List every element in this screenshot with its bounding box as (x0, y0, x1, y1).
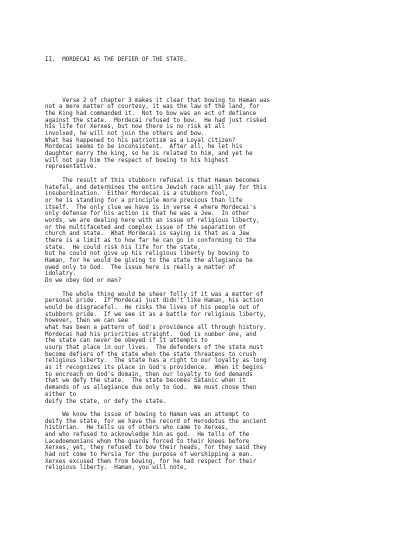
text-line: deify the state, or defy the state. (45, 398, 167, 405)
text-line: however, then we can see (45, 318, 129, 325)
text-line: Xerxes, yet, they refused to bow their heads, for they said they (45, 445, 267, 452)
text-line: Mordecai seems to be inconsistent. After all, he let his (45, 144, 243, 151)
text-line: words, we are dealing here with an issue of religious liberty, (45, 217, 260, 224)
text-line: and who refused to acknowledge him as god. He tells of the (45, 431, 250, 438)
text-line: or he is standing for a principle more precious than life (45, 197, 243, 204)
text-line: church and state. What Mordecai is saying is that as a Jew (45, 231, 250, 238)
text-line: had not come to Persia for the purpose of worshipping a man. (45, 452, 253, 459)
text-line: only defense for his action is that he was a Jew. In other (45, 211, 250, 218)
text-line: there is a limit as to how far he can go in conforming to the (45, 238, 257, 245)
text-line: We know the issue of bowing to Haman was an attempt to (45, 411, 250, 418)
text-line: Haman, for he would be giving to the state the allegiance he (45, 258, 253, 265)
text-line: not a mere matter of courtesy, it was the law of the land, for (45, 104, 260, 111)
text-line: deify the state, for we have the record of Herodotus the ancient (45, 418, 267, 425)
text-line: representative. (45, 164, 97, 171)
text-line: idolatry. (45, 271, 77, 278)
text-line: usurp that place in our lives. The defenders of the state must (45, 345, 264, 352)
text-line: Lacedoemonians whom the guards forced to their knees before (45, 438, 250, 445)
text-line: his life for Xerxes, but now there is no risk at all (45, 124, 226, 131)
text-line: the King had commanded it. Not to bow was an act of defiance (45, 110, 257, 117)
text-line: insubordination. Either Mordecai is a stubborn fool, (45, 191, 229, 198)
text-line: hateful, and determines the entire Jewish race will pay for this (45, 184, 267, 191)
text-line: will not pay him the respect of bowing to his highest (45, 157, 229, 164)
text-line: Xerxes excused them from bowing, for he had respect for their (45, 458, 257, 465)
text-line: historian. He tells us of others who came to Xerxes, (45, 425, 229, 432)
text-line: Do we obey God or man? (45, 278, 122, 285)
text-line: daughter marry the king, so he is related to him, and yet he (45, 151, 253, 158)
paragraph (45, 292, 415, 406)
text-line: but he could not give up his religious liberty by bowing to (45, 251, 250, 258)
blank-line (45, 171, 415, 178)
blank-line (45, 405, 415, 412)
text-line: The result of this stubborn refusal is that Haman becomes (45, 177, 260, 184)
text-line: The whole thing would be sheer folly if it was a matter of (45, 291, 264, 298)
text-line: Verse 2 of chapter 3 makes it clear that bowing to Haman was (45, 97, 271, 104)
text-line: what has been a pattern of God's providence all through history. (45, 324, 267, 331)
paragraph (45, 412, 415, 472)
text-line: involved, he will not join the others and bow. (45, 131, 205, 138)
section-heading: II. MORDECAI AS THE DEFIER OF THE STATE. (45, 57, 187, 64)
text-line: that we defy the state. The state becomes Satanic when it (45, 378, 246, 385)
text-line: as it recognizes its place in God's providence. When it begins (45, 365, 264, 372)
text-line: owed only to God. The issue here is really a matter of (45, 264, 236, 271)
document-body (45, 44, 415, 486)
text-line: would be disgraceful. He risks the lives of his people out of (45, 304, 260, 311)
text-line: the state can never be obeyed if it attempts to (45, 338, 208, 345)
text-line: demands of us allegiance due only to God. We must chose then (45, 385, 257, 392)
text-line: state. He could risk his life for the state, (45, 244, 201, 251)
text-line: personal pride. If Mordecai just didn't like Haman, his action (45, 298, 264, 305)
paragraph (45, 178, 415, 285)
text-line: or the multifaceted and complex issue of the separation of (45, 224, 246, 231)
text-line: religious liberty. Haman, you will note, (45, 465, 187, 472)
text-line: either to (45, 391, 77, 398)
text-line: religious liberty. The state has a right to our loyalty as long (45, 358, 267, 365)
text-line: Mordecai had his priorities straight. God is number one, and (45, 331, 257, 338)
text-line: become defiers of the state when the state threatens to crush (45, 351, 257, 358)
paragraphs (45, 98, 415, 473)
text-line: itself. The only clue we have is in verse 4 where Mordecai's (45, 204, 257, 211)
blank-line (45, 78, 415, 85)
text-line: What has happened to his patriotism as a Loyal citizen? (45, 137, 236, 144)
text-line: against the state. Mordecai refused to bow. He had just risked (45, 117, 267, 124)
blank-line (45, 285, 415, 292)
text-line: to encroach on God's domain, then our loyalty to God demands (45, 371, 253, 378)
paragraph (45, 98, 415, 172)
text-line: stubborn pride. If we see it as a battle for religious liberty, (45, 311, 267, 318)
